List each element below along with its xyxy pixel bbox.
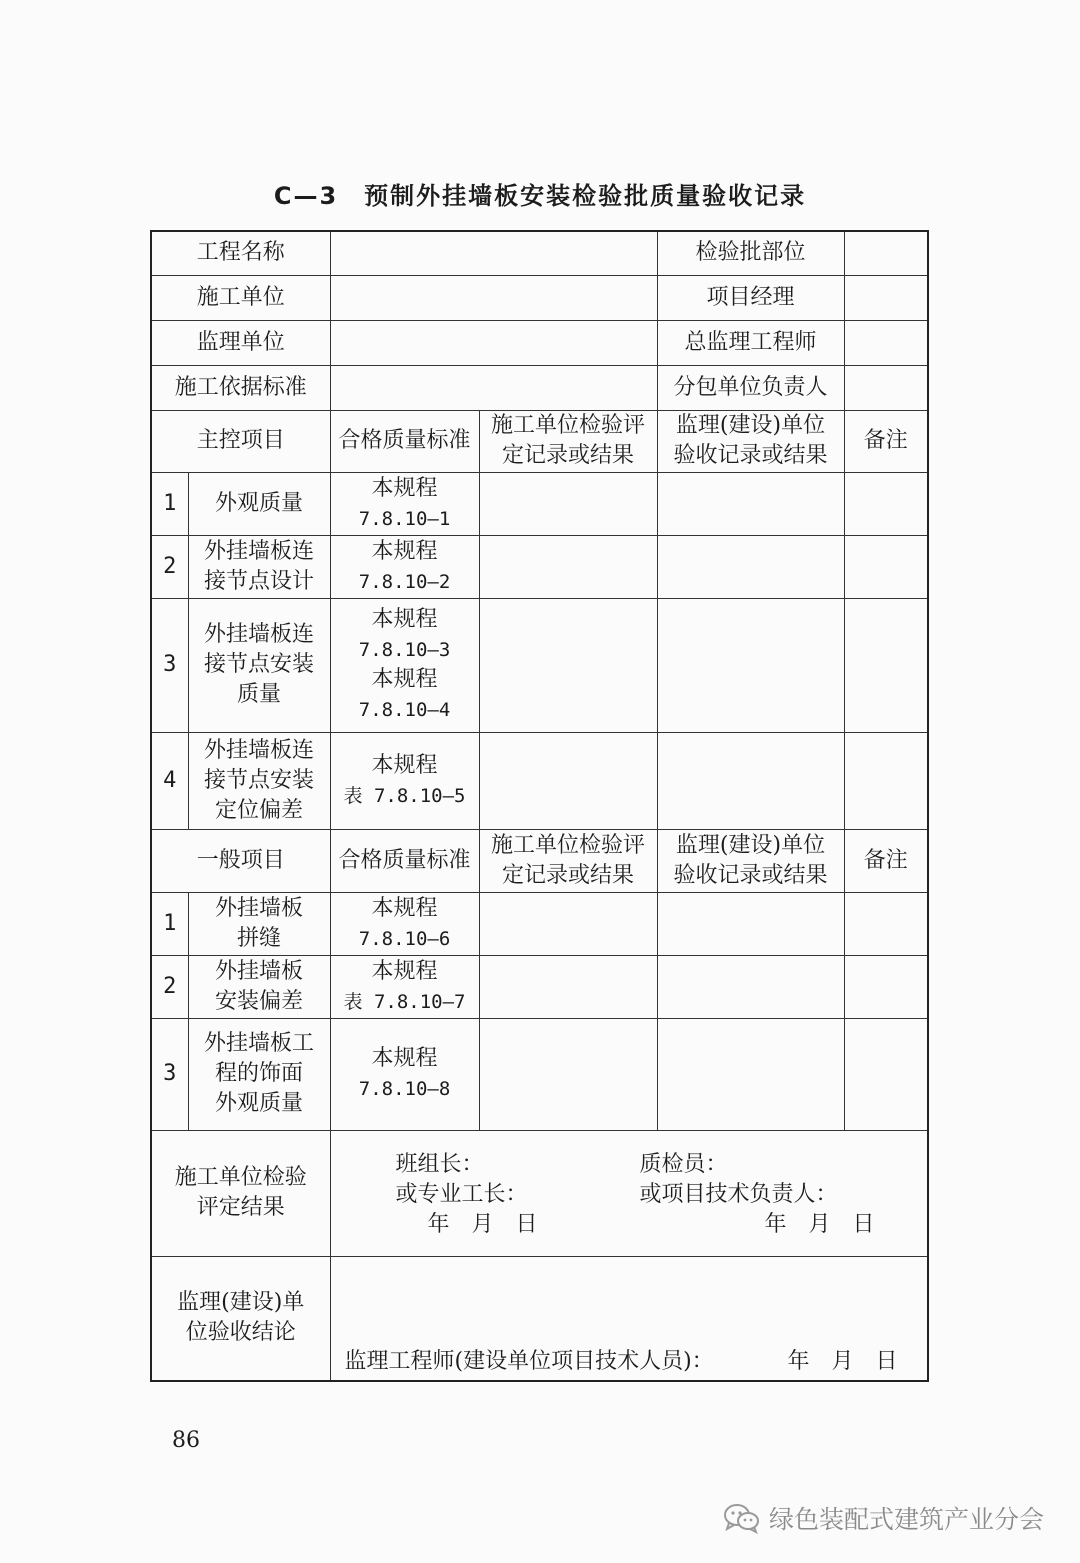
standard-value[interactable]	[330, 365, 657, 410]
standard-column-header: 合格质量标准	[330, 410, 479, 472]
item-number: 1	[151, 472, 188, 535]
project-name-value[interactable]	[330, 231, 657, 275]
item-name: 外挂墙板连 接节点设计	[188, 535, 330, 598]
supervisor-result-cell[interactable]	[657, 955, 844, 1018]
item-number: 2	[151, 955, 188, 1018]
item-number: 3	[151, 598, 188, 732]
item-name: 外挂墙板工 程的饰面 外观质量	[188, 1018, 330, 1130]
item-standard: 本规程 表 7.8.10—7	[330, 955, 479, 1018]
team-leader-label: 班组长：	[395, 1151, 484, 1177]
supervisor-result-cell[interactable]	[657, 535, 844, 598]
supervisor-conclusion-signature-area[interactable]	[330, 1256, 928, 1381]
standard-label: 施工依据标准	[151, 365, 330, 410]
remarks-cell[interactable]	[844, 892, 928, 955]
date-right: 年 月 日	[764, 1211, 875, 1237]
remarks-cell[interactable]	[844, 1018, 928, 1130]
table-row	[151, 955, 928, 1018]
item-number: 2	[151, 535, 188, 598]
supervisor-result-cell[interactable]	[657, 892, 844, 955]
item-number: 3	[151, 1018, 188, 1130]
table-row	[151, 1018, 928, 1130]
form-title-text: 预制外挂墙板安装检验批质量验收记录	[364, 182, 807, 210]
inspection-record-table	[150, 230, 929, 1382]
form-code: C—3	[273, 182, 339, 210]
remarks-cell[interactable]	[844, 955, 928, 1018]
project-name-row	[151, 231, 928, 275]
subcontractor-label: 分包单位负责人	[657, 365, 844, 410]
item-name: 外观质量	[188, 472, 330, 535]
remarks-cell[interactable]	[844, 732, 928, 829]
item-standard: 本规程 7.8.10—8	[330, 1018, 479, 1130]
contractor-result-cell[interactable]	[479, 892, 657, 955]
page-number: 86	[172, 1428, 200, 1453]
supervisor-column-header: 监理(建设)单位 验收记录或结果	[657, 410, 844, 472]
subcontractor-value[interactable]	[844, 365, 928, 410]
supervisor-result-cell[interactable]	[657, 732, 844, 829]
watermark-text: 绿色装配式建筑产业分会	[768, 1505, 1044, 1534]
item-number: 1	[151, 892, 188, 955]
supervisor-result-cell[interactable]	[657, 472, 844, 535]
item-standard: 本规程 7.8.10—2	[330, 535, 479, 598]
contractor-result-row	[151, 1130, 928, 1256]
supervisor-value[interactable]	[330, 320, 657, 365]
supervisor-column-header: 监理(建设)单位 验收记录或结果	[657, 829, 844, 892]
item-number: 4	[151, 732, 188, 829]
contractor-result-label: 施工单位检验 评定结果	[151, 1130, 330, 1256]
supervisor-label: 监理单位	[151, 320, 330, 365]
contractor-result-cell[interactable]	[479, 732, 657, 829]
table-row	[151, 598, 928, 732]
batch-location-label: 检验批部位	[657, 231, 844, 275]
contractor-result-cell[interactable]	[479, 1018, 657, 1130]
table-row	[151, 535, 928, 598]
supervisor-conclusion-label: 监理(建设)单 位验收结论	[151, 1256, 330, 1381]
table-row	[151, 472, 928, 535]
contractor-result-signature-area[interactable]	[330, 1130, 928, 1256]
batch-location-value[interactable]	[844, 231, 928, 275]
remarks-column-header: 备注	[844, 410, 928, 472]
item-standard: 本规程 7.8.10—6	[330, 892, 479, 955]
remarks-cell[interactable]	[844, 535, 928, 598]
contractor-result-cell[interactable]	[479, 598, 657, 732]
chief-engineer-value[interactable]	[844, 320, 928, 365]
supervisor-row	[151, 320, 928, 365]
table-row	[151, 892, 928, 955]
remarks-column-header: 备注	[844, 829, 928, 892]
contractor-row	[151, 275, 928, 320]
remarks-cell[interactable]	[844, 598, 928, 732]
item-standard: 本规程 表 7.8.10—5	[330, 732, 479, 829]
contractor-result-cell[interactable]	[479, 955, 657, 1018]
remarks-cell[interactable]	[844, 472, 928, 535]
supervisor-result-cell[interactable]	[657, 598, 844, 732]
supervisor-result-cell[interactable]	[657, 1018, 844, 1130]
project-manager-label: 项目经理	[657, 275, 844, 320]
item-standard: 本规程 7.8.10—3 本规程 7.8.10—4	[330, 598, 479, 732]
main-control-header-row	[151, 410, 928, 472]
general-header-row	[151, 829, 928, 892]
contractor-result-cell[interactable]	[479, 472, 657, 535]
main-control-heading: 主控项目	[151, 410, 330, 472]
supervisor-signature-label: 监理工程师(建设单位项目技术人员)：	[344, 1348, 714, 1374]
item-standard: 本规程 7.8.10—1	[330, 472, 479, 535]
supervisor-conclusion-row	[151, 1256, 928, 1381]
contractor-result-cell[interactable]	[479, 535, 657, 598]
contractor-label: 施工单位	[151, 275, 330, 320]
item-name: 外挂墙板连 接节点安装 质量	[188, 598, 330, 732]
item-name: 外挂墙板 拼缝	[188, 892, 330, 955]
standard-row	[151, 365, 928, 410]
date-left: 年 月 日	[427, 1211, 538, 1237]
project-name-label: 工程名称	[151, 231, 330, 275]
table-row	[151, 732, 928, 829]
contractor-column-header: 施工单位检验评 定记录或结果	[479, 829, 657, 892]
project-manager-value[interactable]	[844, 275, 928, 320]
item-name: 外挂墙板连 接节点安装 定位偏差	[188, 732, 330, 829]
contractor-column-header: 施工单位检验评 定记录或结果	[479, 410, 657, 472]
general-heading: 一般项目	[151, 829, 330, 892]
wechat-icon	[723, 1502, 761, 1534]
tech-lead-label: 或项目技术负责人：	[639, 1181, 838, 1207]
watermark	[723, 1500, 1044, 1536]
supervisor-date: 年 月 日	[787, 1348, 898, 1374]
inspector-label: 质检员：	[639, 1151, 728, 1177]
standard-column-header: 合格质量标准	[330, 829, 479, 892]
item-name: 外挂墙板 安装偏差	[188, 955, 330, 1018]
form-title	[0, 176, 1080, 211]
chief-engineer-label: 总监理工程师	[657, 320, 844, 365]
contractor-value[interactable]	[330, 275, 657, 320]
foreman-label: 或专业工长：	[395, 1181, 528, 1207]
